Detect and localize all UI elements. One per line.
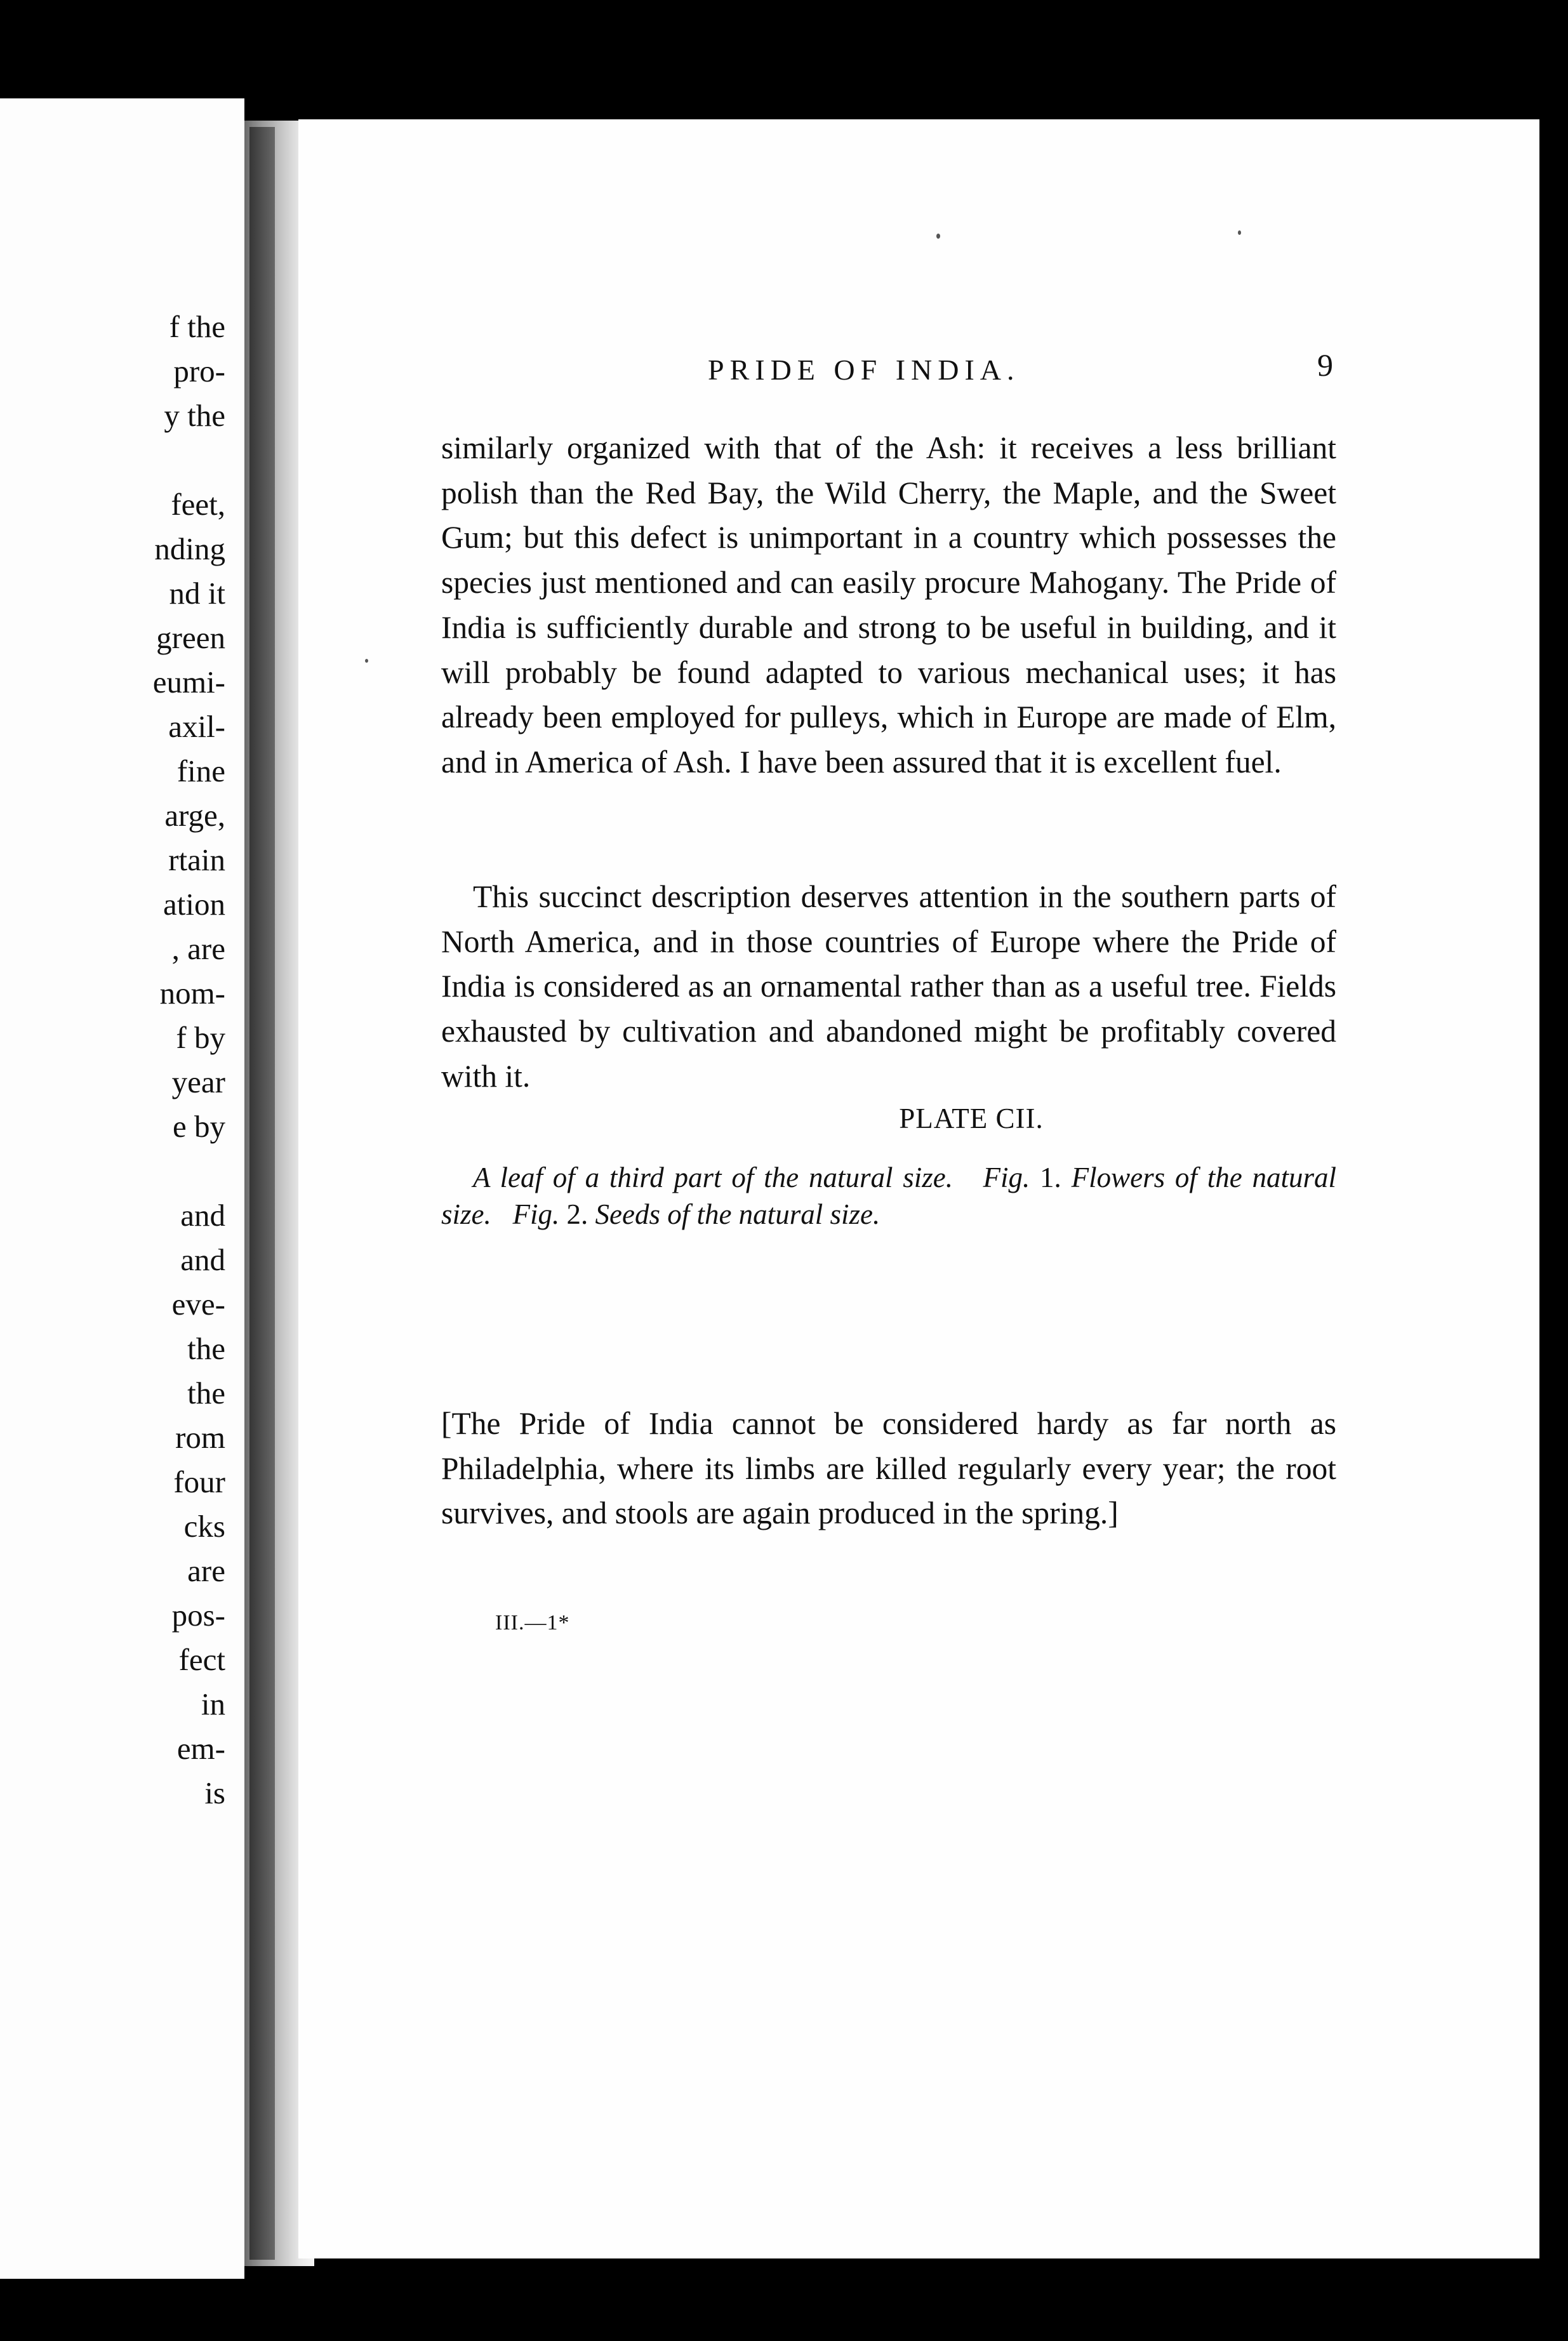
previous-page-line: year: [171, 1064, 225, 1099]
caption-fig2-text: Seeds of the natural size.: [595, 1198, 880, 1230]
previous-page-line: pos-: [171, 1598, 225, 1633]
previous-page-line: arge,: [164, 798, 225, 833]
previous-page-line: f by: [176, 1020, 225, 1055]
current-page: [298, 119, 1539, 2258]
paragraph-1: similarly organized with that of the Ash: it receives a less brilliant polish than the Red Bay, the Wild Cherry, the Maple, and the Sweet Gum; but this defect is unimportant in a country which possesses the species just mentioned and can easily procure Mahogany. The Pride of India is sufficiently durable and strong to be useful in building, and it will probably be found adapted to various mechanical uses; it has already been employed for pulleys, which in Europe are made of Elm, and in America of Ash. I have been assured that it is excellent fuel.: [441, 430, 1336, 779]
previous-page-line: and: [180, 1198, 225, 1233]
caption-fig1-number: 1.: [1040, 1162, 1061, 1193]
previous-page-line: and: [180, 1242, 225, 1277]
print-speck: [365, 659, 368, 663]
caption-fig1-label: Fig.: [983, 1162, 1030, 1193]
caption-fig1-text: Flowers of the natural size.: [441, 1162, 1337, 1230]
caption-fig2-label: Fig.: [512, 1198, 560, 1230]
previous-page-line: nding: [154, 531, 225, 566]
previous-page-line: green: [156, 620, 225, 655]
previous-page-line: is: [204, 1775, 225, 1810]
previous-page-line: rom: [175, 1420, 225, 1455]
previous-page: [0, 98, 244, 2279]
previous-page-line: rtain: [168, 842, 225, 877]
previous-page-line: e by: [173, 1109, 225, 1144]
previous-page-line: fine: [176, 753, 225, 788]
previous-page-line: ation: [163, 887, 225, 922]
previous-page-line: the: [187, 1376, 225, 1410]
previous-page-line: , are: [171, 931, 225, 966]
previous-page-line: eve-: [171, 1287, 225, 1322]
previous-page-line: feet,: [171, 487, 225, 522]
caption-leaf: A leaf of a third part of the natural size.: [473, 1162, 953, 1193]
previous-page-line: in: [201, 1687, 225, 1721]
page-number: 9: [1317, 347, 1333, 383]
previous-page-line: nd it: [169, 576, 225, 611]
previous-page-line: cks: [183, 1509, 225, 1544]
print-speck: [936, 234, 940, 239]
print-speck: [1238, 230, 1241, 235]
previous-page-line: em-: [176, 1731, 225, 1766]
previous-page-line: pro-: [173, 354, 225, 388]
caption-fig2-number: 2.: [566, 1198, 588, 1230]
previous-page-line: nom-: [159, 976, 225, 1011]
binding-shadow: [249, 127, 275, 2260]
signature-mark: III.—1*: [495, 1611, 570, 1635]
running-title: PRIDE OF INDIA.: [708, 354, 1020, 386]
previous-page-line: axil-: [168, 709, 225, 744]
previous-page-line: fect: [178, 1642, 225, 1677]
previous-page-line: the: [187, 1331, 225, 1366]
plate-caption: [441, 1159, 1336, 1233]
previous-page-line: four: [173, 1464, 225, 1499]
running-head: [298, 347, 1539, 391]
previous-page-line: y the: [164, 398, 225, 433]
paragraph-2: This succinct description deserves attention in the southern parts of North America, and in those countries of Europe where the Pride of India is considered as an ornamental rather than as a useful tree. Fields exhausted by cultivation and abandoned might be profitably covered with it.: [441, 879, 1336, 1094]
previous-page-line: are: [187, 1553, 225, 1588]
paragraph-3: [The Pride of India cannot be considered hardy as far north as Philadelphia, where its limbs are killed regularly every year; the root survives, and stools are again produced in the spring.]: [441, 1406, 1336, 1531]
previous-page-line: f the: [169, 309, 225, 344]
plate-heading: PLATE CII.: [899, 1103, 1044, 1134]
previous-page-line: eumi-: [152, 665, 225, 700]
